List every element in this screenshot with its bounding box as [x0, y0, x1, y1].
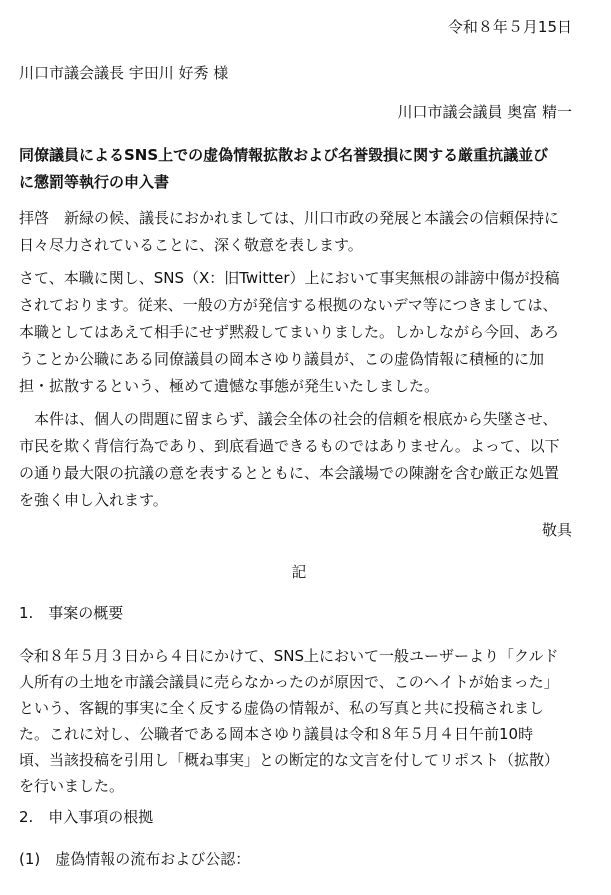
- paragraph-line: を行いました。: [19, 777, 125, 795]
- paragraph-line: 本職としてはあえて相手にせず黙殺してまいりました。しかしながら今回、あろ: [19, 323, 560, 341]
- paragraph-line: うことか公職にある同僚議員の岡本さゆり議員が、この虚偽情報に積極的に加: [19, 350, 545, 368]
- document-title: [19, 148, 548, 202]
- paragraph-line: の通り最大限の抗議の意を表するとともに、本会議場での陳謝を含む厳正な処置: [19, 464, 560, 482]
- paragraph-line: 市民を欺く背信行為であり、到底看過できるものではありません。よって、以下: [19, 437, 560, 455]
- subsection-1-heading: (1) 虚偽情報の流布および公認：: [19, 850, 251, 868]
- section-2-heading: 2. 申入事項の根拠: [19, 808, 154, 826]
- paragraph-line: 担・拡散するという、極めて遺憾な事態が発生いたしました。: [19, 377, 440, 395]
- section-1-heading: 1. 事案の概要: [19, 604, 124, 622]
- paragraph-line: という、客観的事実に全く反する虚偽の情報が、私の写真と共に投稿されまし: [19, 699, 545, 717]
- paragraph-line: さて、本職に関し、SNS（X：旧Twitter）上において事実無根の誹謗中傷が投稿: [19, 269, 560, 287]
- paragraph-line: 頃、当該投稿を引用し「概ね事実」との断定的な文言を付してリポスト（拡散）: [19, 751, 560, 769]
- paragraph-line: た。これに対し、公職者である岡本さゆり議員は令和８年５月４日午前10時: [19, 725, 534, 743]
- closing-keigu: 敬具: [541, 521, 572, 539]
- paragraph-line: されております。従来、一般の方が発信する根拠のないデマ等につきましては、: [19, 296, 558, 314]
- paragraph-line: 日々尽力されていることに、深く敬意を表します。: [19, 236, 363, 254]
- document-date: 令和８年５月15日: [447, 18, 572, 36]
- paragraph-line: 令和８年５月３日から４日にかけて、SNS上において一般ユーザーより「クルド: [19, 647, 559, 665]
- title-line: 同僚議員によるSNS上での虚偽情報拡散および名誉毀損に関する厳重抗議並び: [19, 146, 549, 164]
- ki-heading: 記: [291, 563, 307, 581]
- title-line: に懲罰等執行の申入書: [19, 173, 170, 191]
- section-1-paragraph: [19, 649, 559, 805]
- body-paragraph-2: [19, 412, 560, 520]
- sender: 川口市議会議員 奥富 精一: [397, 103, 572, 121]
- paragraph-line: を強く申し入れます。: [19, 491, 168, 509]
- paragraph-line: 人所有の土地を市議会議員に売らなかったのが原因で、このヘイトが始まった」: [19, 673, 559, 691]
- paragraph-line: 拝啓 新緑の候、議長におかれましては、川口市政の発展と本議会の信頼保持に: [19, 209, 560, 227]
- addressee: 川口市議会議長 宇田川 好秀 様: [19, 64, 229, 82]
- greeting-paragraph: [19, 211, 559, 265]
- paragraph-line: 本件は、個人の問題に留まらず、議会全体の社会的信頼を根底から失墜させ、: [19, 410, 558, 428]
- body-paragraph-1: [19, 271, 560, 406]
